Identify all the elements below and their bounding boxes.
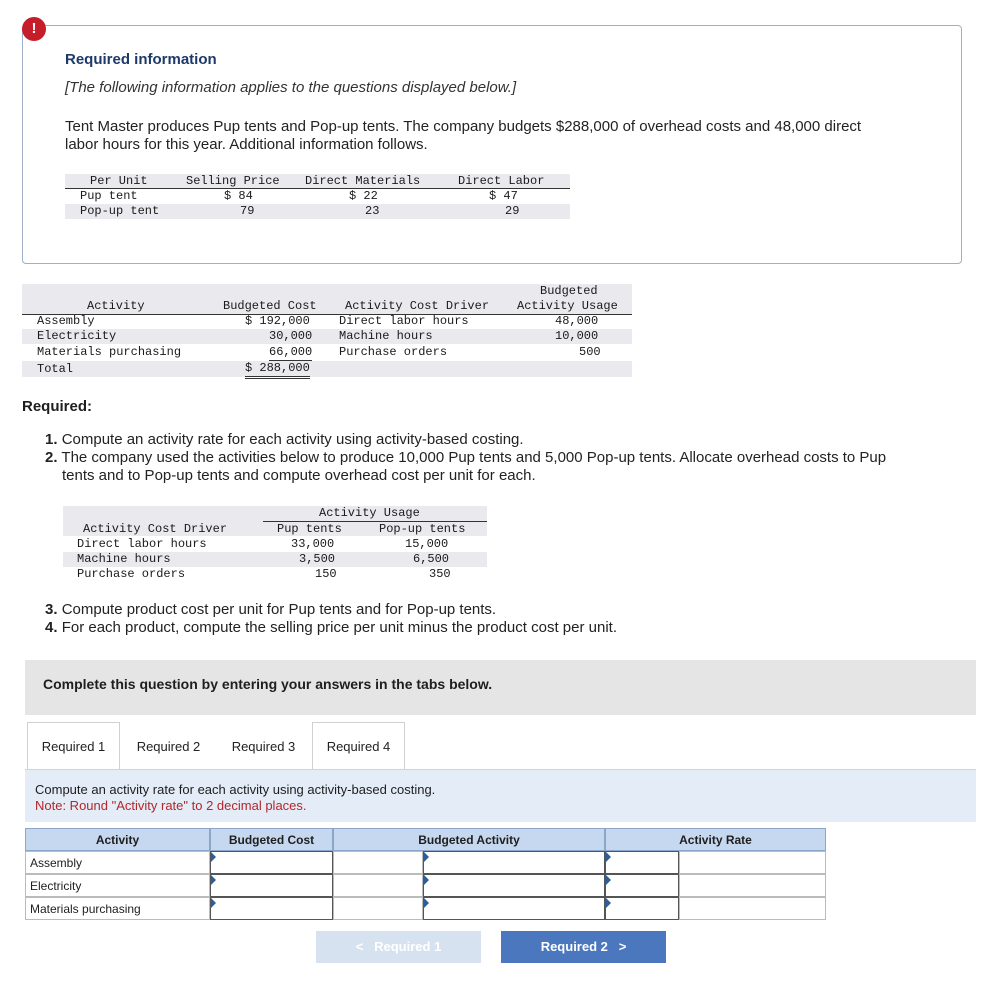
answer-header-budgeted-activity: Budgeted Activity xyxy=(333,828,605,851)
required-item-2 xyxy=(45,449,886,467)
next-required-button[interactable] xyxy=(501,931,666,963)
usage-row-pup: 150 xyxy=(315,567,337,581)
activity-rate-input[interactable] xyxy=(605,897,679,920)
product-row-labor: 29 xyxy=(505,204,520,218)
item-text: The company used the activities below to produce 10,000 Pup tents and 5,000 Pop-up tents. Allocate overhead costs to Pup xyxy=(61,449,887,466)
usage-row-pup: 33,000 xyxy=(291,537,335,551)
question-instruction: Compute an activity rate for each activity using activity-based costing. xyxy=(35,782,436,797)
product-header-direct-materials: Direct Materials xyxy=(305,174,421,188)
activity-rate-cell xyxy=(679,874,826,897)
product-row-name: Pop-up tent xyxy=(80,204,160,218)
activity-row-driver: Direct labor hours xyxy=(339,314,469,328)
product-row-materials: 23 xyxy=(365,204,380,218)
usage-row-popup: 350 xyxy=(429,567,451,581)
spacer-cell xyxy=(333,897,423,920)
item-number: 2. xyxy=(45,449,58,466)
answer-row-label: Electricity xyxy=(25,874,210,897)
answer-row-label: Materials purchasing xyxy=(25,897,210,920)
activity-header-usage-line1: Budgeted xyxy=(540,284,598,298)
chevron-right-icon: > xyxy=(618,939,627,954)
instruction-banner-text: Complete this question by entering your answers in the tabs below. xyxy=(43,676,493,692)
product-row-labor: $ 47 xyxy=(489,189,518,203)
answer-header-activity: Activity xyxy=(25,828,210,851)
product-header-selling-price: Selling Price xyxy=(186,174,280,188)
answer-header-activity-rate: Activity Rate xyxy=(605,828,826,851)
activity-row-driver: Machine hours xyxy=(339,329,433,343)
activity-rate-input[interactable] xyxy=(605,851,679,874)
required-item-3 xyxy=(45,601,496,619)
question-note: Note: Round "Activity rate" to 2 decimal places. xyxy=(35,798,307,813)
item-number: 4. xyxy=(45,619,58,636)
tab-required-2[interactable]: Required 2 xyxy=(122,722,215,770)
usage-row-popup: 15,000 xyxy=(405,537,449,551)
activity-row-cost: 66,000 xyxy=(269,345,313,359)
activity-total-cost: $ 288,000 xyxy=(245,361,310,379)
required-item-1 xyxy=(45,431,524,449)
activity-rate-cell xyxy=(679,851,826,874)
activity-row-usage: 500 xyxy=(579,345,601,359)
product-row-price: 79 xyxy=(240,204,255,218)
usage-header-pup: Pup tents xyxy=(277,522,342,536)
item-text: Compute product cost per unit for Pup tents and for Pop-up tents. xyxy=(61,601,497,618)
product-row-name: Pup tent xyxy=(80,189,138,203)
activity-row-name: Assembly xyxy=(37,314,95,328)
tab-required-4[interactable]: Required 4 xyxy=(312,722,405,770)
activity-row-driver: Purchase orders xyxy=(339,345,448,359)
chevron-left-icon: < xyxy=(355,939,364,954)
spacer-cell xyxy=(333,851,423,874)
activity-rate-cell xyxy=(679,897,826,920)
required-item-2-cont: tents and to Pop-up tents and compute overhead cost per unit for each. xyxy=(62,467,536,484)
item-number: 1. xyxy=(45,431,58,448)
activity-header-budgeted-cost: Budgeted Cost xyxy=(223,299,317,313)
budgeted-cost-input[interactable] xyxy=(210,897,333,920)
activity-row-name: Materials purchasing xyxy=(37,345,182,359)
activity-rate-input[interactable] xyxy=(605,874,679,897)
budgeted-cost-input[interactable] xyxy=(210,874,333,897)
usage-row-pup: 3,500 xyxy=(299,552,336,566)
usage-row-popup: 6,500 xyxy=(413,552,450,566)
info-title: Required information xyxy=(65,51,217,68)
info-paragraph-line1: Tent Master produces Pup tents and Pop-up tents. The company budgets $288,000 of overhead costs and 48,000 direct xyxy=(65,118,862,135)
activity-header-cost-driver: Activity Cost Driver xyxy=(345,299,490,313)
prev-button-label: Required 1 xyxy=(374,939,442,954)
budgeted-activity-input[interactable] xyxy=(423,874,605,897)
usage-row-driver: Purchase orders xyxy=(77,567,186,581)
budgeted-activity-input[interactable] xyxy=(423,897,605,920)
activity-total-bg xyxy=(22,361,632,377)
activity-row-cost: $ 192,000 xyxy=(245,314,310,328)
activity-header-usage-line2: Activity Usage xyxy=(517,299,618,313)
activity-header-activity: Activity xyxy=(87,299,145,313)
activity-total-label: Total xyxy=(37,362,74,376)
answer-row-label: Assembly xyxy=(25,851,210,874)
required-item-4 xyxy=(45,619,617,637)
budgeted-activity-input[interactable] xyxy=(423,851,605,874)
required-heading: Required: xyxy=(22,398,93,415)
item-text: Compute an activity rate for each activity using activity-based costing. xyxy=(61,431,524,448)
activity-row-usage: 10,000 xyxy=(555,329,599,343)
budgeted-cost-input[interactable] xyxy=(210,851,333,874)
item-text: For each product, compute the selling price per unit minus the product cost per unit. xyxy=(61,619,617,636)
usage-row-driver: Machine hours xyxy=(77,552,171,566)
alert-icon: ! xyxy=(22,17,46,41)
item-number: 3. xyxy=(45,601,58,618)
product-row-price: $ 84 xyxy=(224,189,253,203)
info-subtitle: [The following information applies to the questions displayed below.] xyxy=(65,79,517,96)
product-row-materials: $ 22 xyxy=(349,189,378,203)
activity-row-cost: 30,000 xyxy=(269,329,313,343)
activity-row-name: Electricity xyxy=(37,329,117,343)
usage-header-popup: Pop-up tents xyxy=(379,522,466,536)
product-header-direct-labor: Direct Labor xyxy=(458,174,545,188)
answer-header-budgeted-cost: Budgeted Cost xyxy=(210,828,333,851)
prev-required-button[interactable] xyxy=(316,931,481,963)
product-header-per-unit: Per Unit xyxy=(90,174,148,188)
next-button-label: Required 2 xyxy=(540,939,608,954)
usage-group-header: Activity Usage xyxy=(319,506,420,520)
info-paragraph-line2: labor hours for this year. Additional information follows. xyxy=(65,136,428,153)
usage-header-driver: Activity Cost Driver xyxy=(83,522,228,536)
spacer-cell xyxy=(333,874,423,897)
usage-row-driver: Direct labor hours xyxy=(77,537,207,551)
tab-required-1[interactable]: Required 1 xyxy=(27,722,120,770)
tab-required-3[interactable]: Required 3 xyxy=(217,722,310,770)
activity-row-usage: 48,000 xyxy=(555,314,599,328)
